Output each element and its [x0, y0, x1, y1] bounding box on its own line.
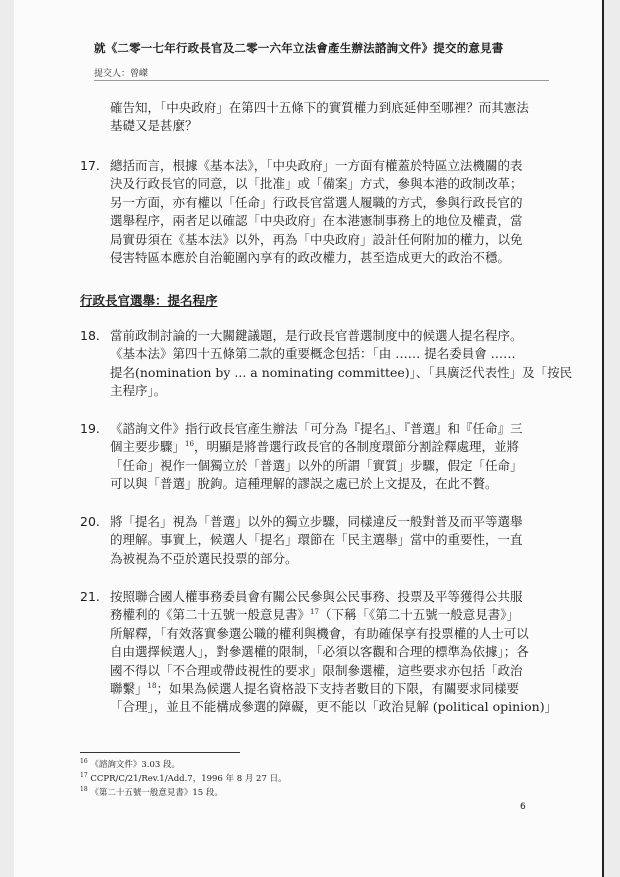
paragraph-line: 所解釋，「有效落實參選公職的權利與機會，有助確保享有投票權的人士可以	[110, 625, 529, 641]
paragraph-line: 可以與「普選」脫鉤。這種理解的謬誤之處已於上文提及，在此不贅。	[110, 476, 498, 492]
footnote-ref[interactable]: 18	[147, 681, 157, 690]
paragraph-number: 19.	[80, 421, 100, 436]
paragraph-line	[80, 680, 528, 698]
paragraph-17	[80, 157, 528, 267]
paragraph-text: （下稱「《第二十五號一般意見書》」	[318, 607, 519, 623]
paragraph-line: 為被視為不亞於選民投票的部分。	[110, 550, 298, 566]
paragraph-line	[80, 606, 528, 624]
paragraph-number: 18.	[80, 328, 100, 343]
paragraph-number: 20.	[80, 514, 100, 529]
document-header-submitter: 提交人：曾嵥	[94, 69, 149, 79]
paragraph-number: 21.	[80, 589, 100, 604]
paragraph-text: 務權利的《第二十五號一般意見書》	[110, 607, 311, 623]
paragraph-line: 基礎又是甚麼？	[110, 118, 198, 134]
footnote-number: 18	[80, 786, 88, 794]
footnote-text: 《第二十五號一般意見書》15 段。	[90, 788, 223, 798]
section-heading: 行政長官選舉：提名程序	[80, 293, 218, 308]
footnote	[80, 758, 180, 770]
paragraph-text: ；如果為候選人提名資格設下支持者數目的下限，有關要求同樣要	[156, 681, 519, 697]
paragraph-line: 選舉程序，兩者足以確認「中央政府」在本港憲制事務上的地位及權責，當	[110, 213, 523, 229]
footnote	[80, 772, 287, 784]
paragraph-line: 自由選擇候選人」，對參選權的限制，「必須以客觀和合理的標準為依據」；各	[110, 644, 529, 660]
footnote	[80, 786, 223, 798]
paragraph-line: 「合理」，並且不能構成參選的障礙，更不能以「政治見解 (political opinion)」	[110, 699, 558, 715]
footnote-divider	[80, 752, 240, 753]
paragraph-line: 國不得以「不合理或帶歧視性的要求」限制參選權，這些要求亦包括「政治	[110, 662, 523, 678]
footnote-text: 《諮詢文件》3.03 段。	[90, 760, 180, 770]
paragraph-line: 侵害特區本應於自治範圍內享有的政改權力，甚至造成更大的政治不穩。	[110, 250, 511, 266]
paragraph-line: 總括而言，根據《基本法》，「中央政府」一方面有權蓋於特區立法機關的表	[110, 158, 523, 173]
footnote-text: CCPR/C/21/Rev.1/Add.7，1996 年 8 月 27 日。	[90, 774, 287, 784]
paragraph-text: 聯繫」	[110, 681, 148, 697]
paragraph-line: 的理解。事實上，候選人「提名」環節在「民主選舉」當中的重要性，一直	[110, 532, 523, 548]
paragraph-line: 「任命」視作一個獨立於「普選」以外的所謂「實質」步驟，假定「任命」	[110, 457, 523, 473]
paragraph-21	[80, 588, 558, 717]
paragraph-line	[80, 438, 528, 456]
paragraph-line: 局實毋須在《基本法》以外，再為「中央政府」設計任何附加的權力，以免	[110, 231, 523, 247]
footnote-ref[interactable]: 17	[310, 608, 319, 617]
paragraph-line: 《基本法》第四十五條第二款的重要概念包括：「由 …… 提名委員會 ……	[110, 346, 516, 362]
paragraph-line: 將「提名」視為「普選」以外的獨立步驟，同樣違反一般對普及而平等選舉	[110, 514, 523, 529]
paragraph-line: 確告知，「中央政府」在第四十五條下的實質權力到底延伸至哪裡？而其憲法	[110, 100, 529, 115]
paragraph-text: 個主要步驟」	[110, 439, 186, 455]
footnote-ref[interactable]: 16	[185, 440, 194, 449]
paragraph-line: 另一方面，亦有權以「任命」行政長官當選人履職的方式，參與行政長官的	[110, 194, 523, 210]
paragraph-text: ，明顯是將普選行政長官的各制度環節分割詮釋處理，並將	[193, 439, 519, 455]
paragraph-19	[80, 420, 528, 494]
paragraph-number: 17.	[80, 158, 100, 173]
paragraph-line: 主程序」。	[110, 383, 167, 399]
footnote-number: 16	[80, 758, 88, 766]
paragraph-18	[80, 327, 573, 401]
paragraph-line: 當前政制討論的一大關鍵議題，是行政長官普選制度中的候選人提名程序。	[110, 328, 523, 343]
header-divider	[94, 80, 549, 81]
footnote-number: 17	[80, 772, 88, 780]
paragraph-line: 按照聯合國人權事務委員會有關公民參與公民事務、投票及平等獲得公共服	[110, 589, 523, 604]
document-header-title: 就《二零一七年行政長官及二零一六年立法會產生辦法諮詢文件》提交的意見書	[94, 41, 504, 55]
paragraph-line: 決及行政長官的同意，以「批准」或「備案」方式，參與本港的政制改革；	[110, 176, 523, 192]
paragraph-line: 《諮詢文件》指行政長官產生辦法「可分為『提名』、『普選』和『任命』三	[110, 421, 523, 436]
paragraph-continuation	[80, 99, 528, 136]
page-number: 6	[520, 802, 526, 812]
paragraph-20	[80, 513, 528, 568]
paragraph-line: 提名(nomination by ... a nominating committee)」、「具廣泛代表性」及「按民	[110, 364, 573, 380]
